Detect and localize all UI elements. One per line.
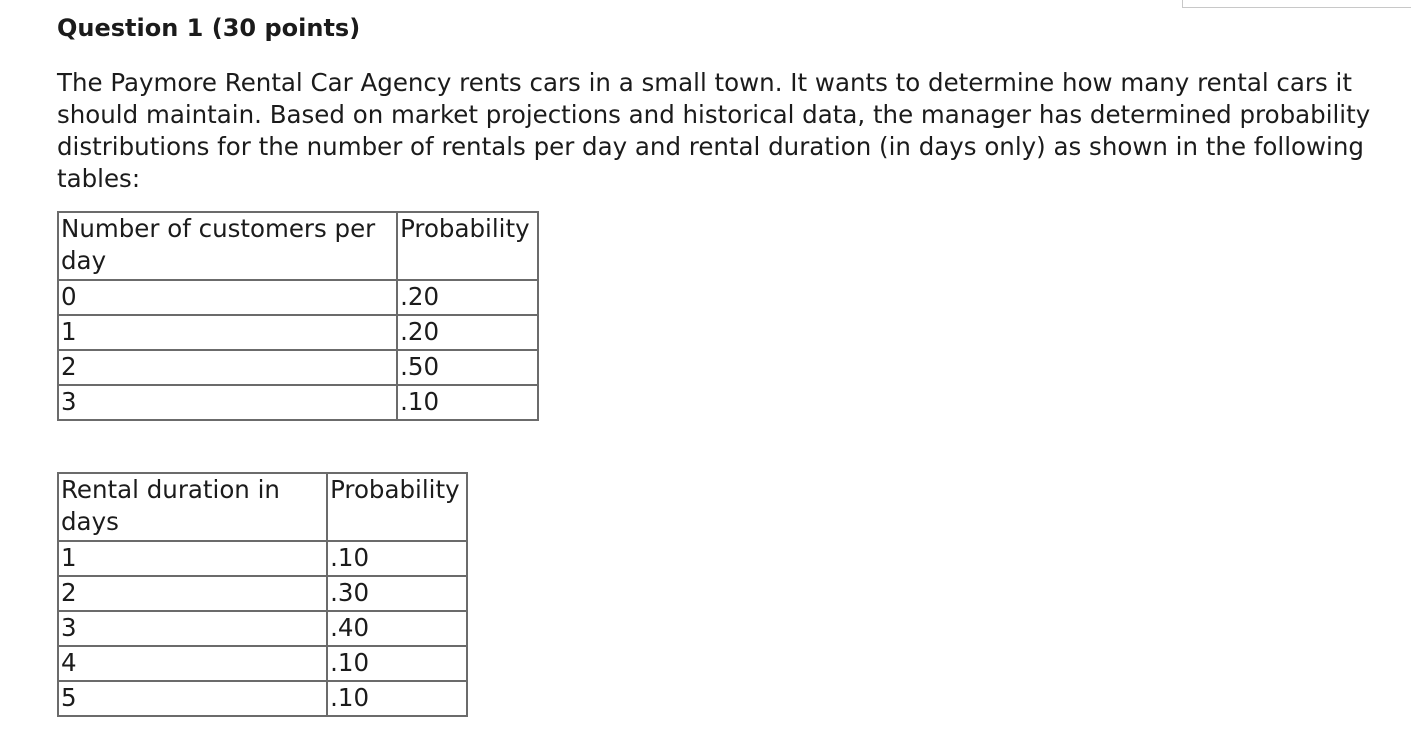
duration-value-cell: 5	[58, 681, 327, 716]
duration-value-cell: 4	[58, 646, 327, 681]
customers-value-cell: 3	[58, 385, 397, 420]
probability-cell: .20	[397, 315, 538, 350]
probability-cell: .40	[327, 611, 467, 646]
question-content	[57, 12, 1387, 195]
table-header-cell: Number of customers per day	[58, 212, 397, 280]
table-row	[58, 350, 538, 385]
probability-cell: .10	[397, 385, 538, 420]
probability-cell: .10	[327, 541, 467, 576]
table-header-cell: Probability	[327, 473, 467, 541]
duration-value-cell: 3	[58, 611, 327, 646]
table-row	[58, 576, 467, 611]
table-header-cell: Probability	[397, 212, 538, 280]
customers-value-cell: 1	[58, 315, 397, 350]
table-header-row	[58, 212, 538, 280]
probability-cell: .10	[327, 646, 467, 681]
rental-duration-table	[57, 472, 468, 717]
duration-value-cell: 2	[58, 576, 327, 611]
table-row	[58, 611, 467, 646]
probability-cell: .30	[327, 576, 467, 611]
probability-cell: .50	[397, 350, 538, 385]
top-right-frame	[1182, 0, 1411, 8]
table-row	[58, 385, 538, 420]
table-row	[58, 646, 467, 681]
probability-cell: .10	[327, 681, 467, 716]
customers-value-cell: 0	[58, 280, 397, 315]
duration-value-cell: 1	[58, 541, 327, 576]
table-header-row	[58, 473, 467, 541]
customers-per-day-table	[57, 211, 539, 421]
table-row	[58, 541, 467, 576]
question-title: Question 1 (30 points)	[57, 14, 361, 42]
table-row	[58, 681, 467, 716]
customers-value-cell: 2	[58, 350, 397, 385]
table-row	[58, 315, 538, 350]
question-text: The Paymore Rental Car Agency rents cars in a small town. It wants to determine how many rental cars it should maintain. Based on market projections and historical data, the manager has determined probability distributions for the number of rentals per day and rental duration (in days only) as shown in the following tables:	[57, 68, 1371, 193]
probability-cell: .20	[397, 280, 538, 315]
table-row	[58, 280, 538, 315]
table-header-cell: Rental duration in days	[58, 473, 327, 541]
